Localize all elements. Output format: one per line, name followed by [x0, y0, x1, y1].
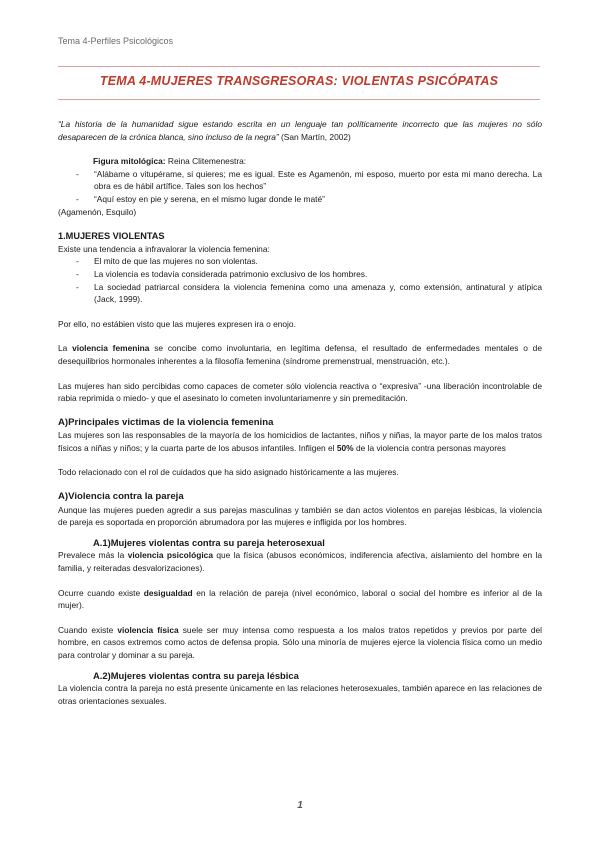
list-item: - “Alábame o vitupérame, si quieres; me es igual. Este es Agamenón, mi esposo, muerto por esta mi mano derecha. La obra es de hábil artífice. Tales son los hechos”: [58, 168, 542, 193]
section-heading-mujeres-violentas: 1.MUJERES VIOLENTAS: [58, 231, 165, 242]
title-top-rule: [58, 66, 540, 67]
text-run: se concibe como involuntaria, en legítima defensa, el resultado de enfermedades mentales o de desequilibrios hormonales inherentes a la filosofía femenina (síndrome premenstrual, menstruación, etc.).: [58, 343, 542, 366]
quote-text: “La historia de la humanidad sigue estando escrita en un lenguaje tan políticamente incorrecto que las mujeres no sólo desaparecen de la crónica blanca, sino incluso de la negra”: [58, 119, 542, 142]
subsection-heading-heterosexual: A.1)Mujeres violentas contra su pareja heterosexual: [93, 536, 325, 548]
text-run: Ocurre cuando existe: [58, 587, 144, 598]
paragraph: Las mujeres han sido percibidas como capaces de cometer sólo violencia reactiva o “expresiva” -una liberación incontrolable de rabia reprimida o miedo- y que el asesinato lo cometen involuntariamenre y sin premeditación.: [58, 380, 542, 404]
text-run: Prevalece más la: [58, 550, 128, 561]
figura-source: (Agamenón, Esquilo): [58, 206, 137, 217]
figura-quote-list: [58, 168, 542, 206]
paragraph: [58, 342, 542, 367]
paragraph: Por ello, no estábien visto que las mujeres expresen ira o enojo.: [58, 318, 296, 329]
quote-source: (San Martín, 2002): [278, 131, 351, 142]
tendency-list: [58, 255, 542, 305]
paragraph: Aunque las mujeres pueden agredir a sus parejas masculinas y también se dan actos violentos en parejas lésbicas, la violencia de pareja es soportada en proporción abrumadora por las mujeres e infligida por los hombres.: [58, 504, 542, 528]
section-heading-victimas: A)Principales victimas de la violencia femenina: [58, 416, 274, 428]
section-intro: Existe una tendencia a infravalorar la violencia femenina:: [58, 243, 270, 254]
figura-label: Figura mitológica:: [93, 156, 166, 167]
figura-heading: [58, 155, 542, 168]
paragraph: La violencia contra la pareja no está presente únicamente en las relaciones heterosexuales, también aparece en las relaciones de otras orientaciones sexuales.: [58, 683, 542, 706]
list-item: - “Aquí estoy en pie y serena, en el mismo lugar donde le maté”: [58, 193, 542, 206]
intro-quote: [58, 118, 542, 143]
document-body: [58, 118, 542, 707]
paragraph: [58, 549, 542, 574]
page-title: TEMA 4-MUJERES TRANSGRESORAS: VIOLENTAS PSICÓPATAS: [99, 74, 499, 88]
page-number: 1: [297, 800, 303, 811]
subsection-heading-lesbica: A.2)Mujeres violentas contra su pareja lésbica: [93, 669, 299, 681]
paragraph: [58, 624, 542, 662]
list-item: - La sociedad patriarcal considera la violencia femenina como una amenaza y, como extensión, antinatural y atípica (Jack, 1999).: [58, 281, 542, 306]
figura-name: Reina Clitemenestra:: [165, 156, 247, 167]
text-run: Las mujeres son las responsables de la mayoría de los homicidios de lactantes, niños y niñas, la mayor parte de los malos tratos físicos a niñas y niños; y la cuarta parte de los abusos infantiles. Infligen el: [58, 430, 542, 453]
list-item: - El mito de que las mujeres no son violentas.: [58, 255, 542, 268]
text-run: Cuando existe: [58, 624, 118, 635]
text-run: de la violencia contra personas mayores: [353, 442, 506, 453]
bold-term: 50%: [336, 442, 354, 453]
bold-term: violencia psicológica: [127, 550, 213, 561]
section-heading-violencia-pareja: A)Violencia contra la pareja: [58, 491, 184, 503]
title-bottom-rule: [58, 99, 540, 100]
text-run: La: [58, 343, 73, 354]
bold-term: violencia femenina: [72, 343, 150, 354]
text-run: suele ser muy intensa como respuesta a los malos tratos repetidos y previos por parte del hombre, en casos extremos como actos de defensa propia. Sólo una minoría de mujeres ejerce la violencia física como un medio para controlar y dominar a su pareja.: [58, 624, 542, 660]
text-run: en la relación de pareja (nivel económico, laboral o social del hombre es inferior al de la mujer).: [58, 587, 542, 611]
running-header: Tema 4-Perfiles Psicológicos: [58, 36, 174, 46]
paragraph: [58, 429, 542, 454]
paragraph: [58, 587, 542, 612]
list-item: - La violencia es todavía considerada patrimonio exclusivo de los hombres.: [58, 268, 542, 281]
text-run: que la física (abusos económicos, indiferencia afectiva, aislamiento del hombre en la familia, y reiteradas desvalorizaciones).: [58, 550, 543, 574]
bold-term: violencia física: [117, 624, 179, 635]
paragraph: Todo relacionado con el rol de cuidados que ha sido asignado históricamente a las mujeres.: [58, 467, 399, 478]
bold-term: desigualdad: [143, 587, 193, 598]
